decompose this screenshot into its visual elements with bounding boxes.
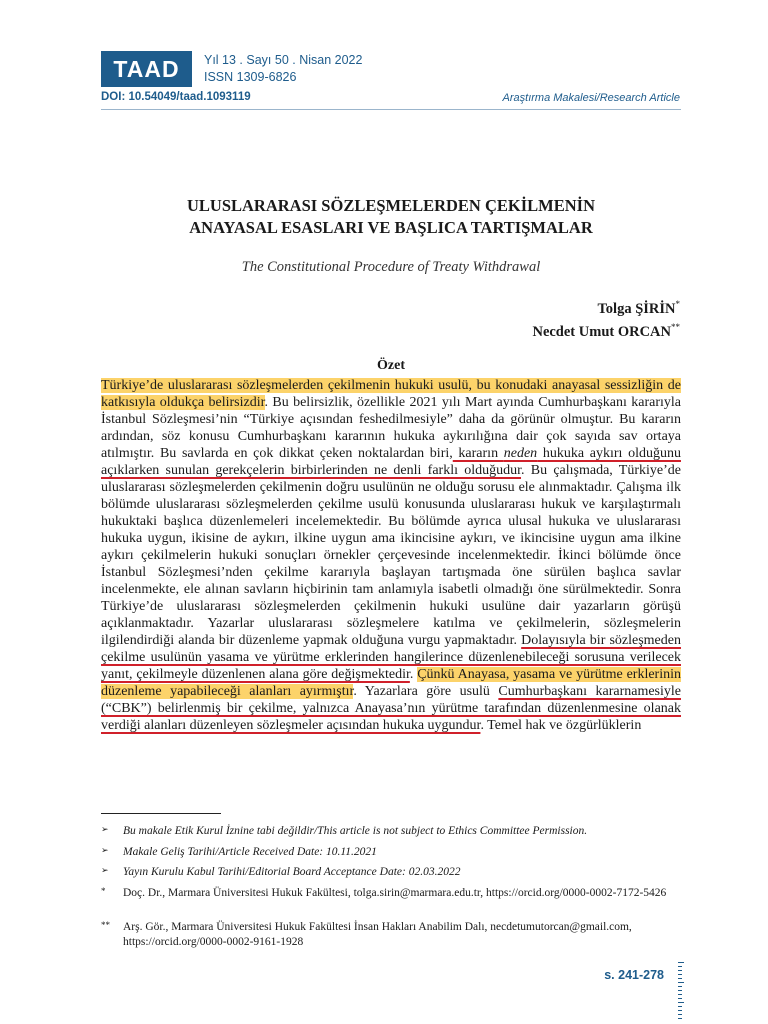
abstract-body (101, 377, 681, 734)
author-2 (532, 322, 680, 341)
emphasis-text: neden (503, 446, 538, 461)
ruler-tick (678, 974, 682, 975)
author-mark: * (675, 299, 680, 309)
footnote-mark: * (101, 886, 106, 896)
abstract-text: kararın (452, 446, 504, 461)
ruler-tick (678, 994, 682, 995)
abstract-text: . Yazarlara göre usulü (353, 684, 499, 699)
journal-info (204, 52, 362, 86)
ruler-tick (678, 986, 682, 987)
doi-link[interactable]: DOI: 10.54049/taad.1093119 (101, 91, 251, 103)
ruler-tick (678, 1014, 682, 1015)
footnote-text: Makale Geliş Tarihi/Article Received Date: 10.11.2021 (123, 846, 377, 858)
ruler-tick (678, 998, 682, 999)
footnote-ethics (101, 824, 681, 839)
footnote-received (101, 845, 681, 860)
footnote-mark: ➢ (101, 845, 109, 855)
journal-logo: TAAD (101, 51, 192, 87)
abstract-text: . (409, 667, 418, 682)
ruler-tick (678, 966, 682, 967)
highlight-segment: Çünkü Anayasa, yasama ve yürütme erklerinin düzenleme yapabileceği alanları ayırmıştır (101, 667, 682, 699)
underlined-segment: Dolayısıyla bir sözleşmeden çekilme usulünün yasama ve yürütme erklerinden hangilerince düzenlenebileceği sorusuna verilecek yanıt, çekilmeyle düzenlenen alana göre değişmektedir (101, 633, 681, 682)
highlight-segment: Türkiye’de uluslararası sözleşmelerden çekilmenin hukuki usulü, bu konudaki anayasal sessizliğin de katkısıyla oldukça belirsizdir (101, 378, 681, 410)
footnote-mark: ➢ (101, 824, 109, 834)
footnote-divider (101, 813, 221, 814)
footnote-text: Arş. Gör., Marmara Üniversitesi Hukuk Fakültesi İnsan Hakları Anabilim Dalı, necdetumutorcan@gmail.com, https://orcid.org/0000-0002-9161-1928 (123, 921, 632, 948)
ruler-tick (678, 1018, 682, 1019)
author-mark: ** (671, 322, 680, 332)
header-divider (101, 109, 681, 110)
page-ruler-decoration (678, 962, 684, 1024)
ruler-tick (678, 982, 684, 983)
footnote-author-2 (101, 920, 681, 950)
underlined-segment: Cumhurbaşkanı kararnamesiyle (“CBK”) belirlenmiş bir çekilme, yalnızca Anayasa’nın yürütme tarafından düzenlenmesine olanak verdiği alanları düzenleyen sözleşmeler açısından hukuka uygundur (101, 684, 681, 733)
ruler-tick (678, 1006, 682, 1007)
footnote-accepted (101, 865, 681, 880)
abstract-heading: Özet (377, 358, 405, 373)
title-line-1: ULUSLARARASI SÖZLEŞMELERDEN ÇEKİLMENİN (186, 196, 595, 215)
footnote-mark: ** (101, 920, 110, 930)
author-name: Necdet Umut ORCAN (532, 323, 671, 340)
abstract-text: . Bu belirsizlik, özellikle 2021 yılı Mart ayında Cumhurbaşkanı kararıyla İstanbul Sözleşmesi’nin “Türkiye açısından feshedilmesiyle” daha da görünür olmuştur. Bu kararın ardından, söz konusu Cumhurbaşkanı kararının hukuka aykırılığına dair çok sayıda sav ortaya atılmıştır. Bu savlarda en çok dikkat çeken noktalardan biri, (101, 395, 681, 461)
footnote-text: Bu makale Etik Kurul İznine tabi değildir/This article is not subject to Ethics Committee Permission. (123, 825, 588, 837)
ruler-tick (678, 962, 684, 963)
footnote-text: Yayın Kurulu Kabul Tarihi/Editorial Board Acceptance Date: 02.03.2022 (123, 866, 461, 878)
footnote-mark: ➢ (101, 865, 109, 875)
page-range: s. 241-278 (604, 968, 664, 982)
article-title (101, 195, 681, 239)
ruler-tick (678, 1010, 682, 1011)
footnote-text: Doç. Dr., Marmara Üniversitesi Hukuk Fakültesi, tolga.sirin@marmara.edu.tr, https://orcid.org/0000-0002-7172-5426 (123, 887, 667, 899)
ruler-tick (678, 970, 682, 971)
footnote-author-1 (101, 886, 681, 901)
issn: ISSN 1309-6826 (204, 70, 297, 84)
abstract-text: hukuka aykırı olduğunu açıklarken sunulan gerekçelerin birbirlerinden ne denli farklı olduğudur (101, 446, 681, 478)
volume-line: Yıl 13 . Sayı 50 . Nisan 2022 (204, 53, 363, 67)
article-subtitle: The Constitutional Procedure of Treaty Withdrawal (241, 259, 541, 275)
author-1 (597, 299, 680, 318)
abstract-text: . Bu çalışmada, Türkiye’de uluslararası sözleşmelerden çekilmenin doğru usulünün ne olduğu sorusu ele alınmaktadır. Çalışma ilk bölümde uluslararası sözleşmelerden çekilme usulü konusunda uluslararası hukuk ve karşılaştırmalı hukuktaki başlıca düzenlemeleri incelemektedir. Bu bölümde ayrıca ulusal hukuka ve uluslararası hukuka uygun, ikisine de aykırı, ilkine uygun ama ikincisine aykırı, ve ikincisine uygun ama ilkine aykırı çekilmelerin hukuki sonuçları örnekler çerçevesinde incelenmektedir. İkinci bölümde önce İstanbul Sözleşmesi’nden çekilme kararıyla başlayan tartışmada öne sürülen başlıca savlar incelenmekte, ele alınan savların hiçbirinin tam anlamıyla isabetli olmadığı öne sürülmektedir. Sonra Türkiye’de uluslararası sözleşmelerden çekilmenin hukuki usulüne dair yazarların görüşü açıklanmaktadır. Yazarlar uluslararası sözleşmelere katılma ve çekilmelerin, sözleşmelerin ilgilendirdiği alanda bir düzenleme yapmak olduğuna vurgu yapmaktadır. (101, 463, 681, 648)
author-name: Tolga ŞİRİN (597, 300, 676, 317)
article-type: Araştırma Makalesi/Research Article (502, 92, 680, 104)
ruler-tick (678, 990, 682, 991)
ruler-tick (678, 1002, 684, 1003)
ruler-tick (678, 978, 682, 979)
abstract-text: . Temel hak ve özgürlüklerin (480, 718, 642, 733)
title-line-2: ANAYASAL ESASLARI VE BAŞLICA TARTIŞMALAR (189, 218, 593, 237)
